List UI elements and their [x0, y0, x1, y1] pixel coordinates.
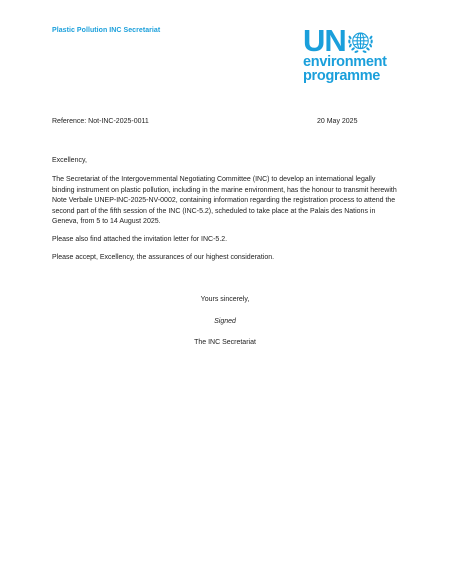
logo-un-text: UN — [303, 23, 346, 58]
logo-programme-text: programme — [303, 68, 381, 84]
salutation: Excellency, — [52, 157, 87, 164]
signatory: The INC Secretariat — [194, 339, 256, 346]
sign-off: Yours sincerely, — [200, 296, 250, 303]
body-paragraph: The Secretariat of the Intergovernmental Negotiating Committee (INC) to develop an international legally binding instrument on plastic pollution, including in the marine environment, has the honour to transmit herewith Note Verbale UNEP-INC-2025-NV-0002, containing information regarding the registration process to attend the second part of the fifth session of the INC (INC-5.2), scheduled to take place at the Palais des Nations in Geneva, from 5 to 14 August 2025. — [52, 176, 397, 226]
letter-date: 20 May 2025 — [317, 118, 358, 125]
globe-olive-branch-icon — [347, 28, 374, 55]
logo-environment-text: environment — [303, 54, 387, 70]
signed-mark: Signed — [214, 318, 236, 325]
logo-top-row — [303, 23, 403, 58]
reference-number: Reference: Not-INC-2025-0011 — [52, 118, 149, 125]
org-header-line: Plastic Pollution INC Secretariat — [52, 27, 161, 34]
unep-logo — [303, 23, 403, 87]
letter-body — [52, 156, 397, 271]
body-paragraph: Please also find attached the invitation letter for INC-5.2. — [52, 235, 228, 243]
body-paragraph: Please accept, Excellency, the assurances of our highest consideration. — [52, 253, 275, 261]
